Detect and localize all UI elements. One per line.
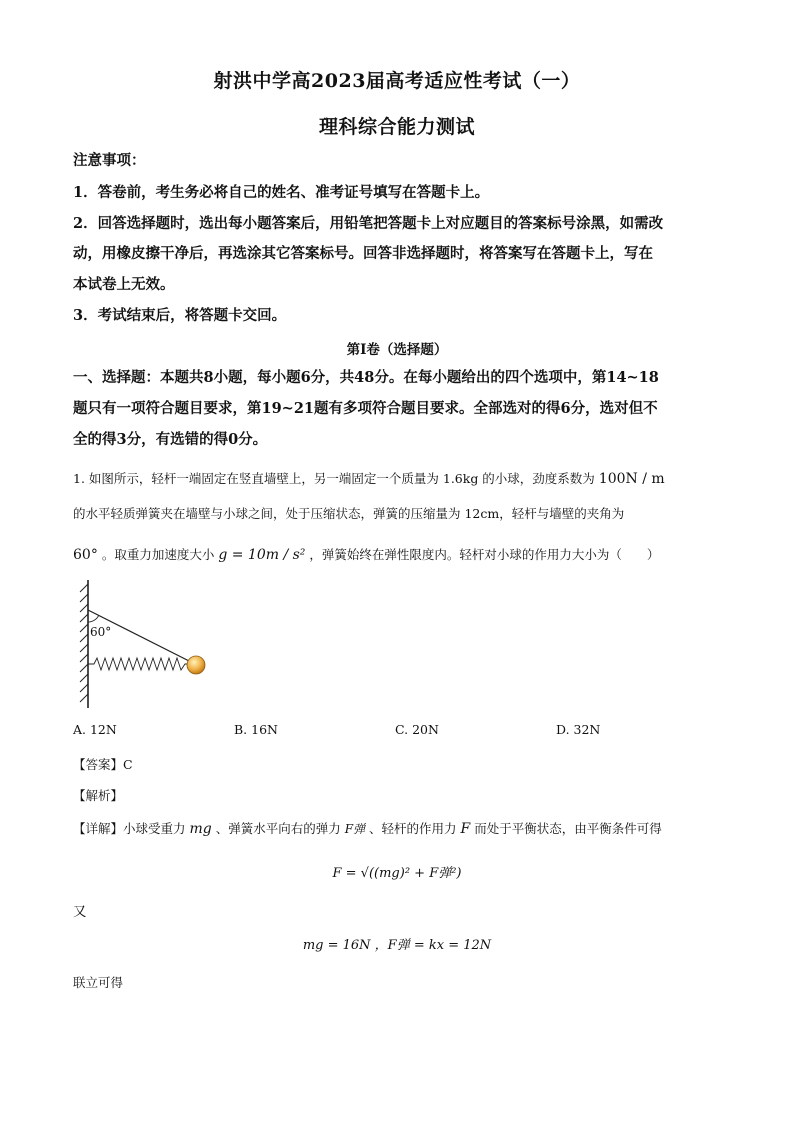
- section-title: 第I卷（选择题）: [346, 342, 448, 358]
- notes-item-1: 1．答卷前，考生务必将自己的姓名、准考证号填写在答题卡上。: [73, 184, 490, 201]
- option-a[interactable]: A. 12N: [73, 722, 117, 737]
- wall-hatching: [80, 584, 88, 702]
- gravity-math: g = 10m / s²: [218, 547, 306, 563]
- detail-text-b: 、弹簧水平向右的弹力: [215, 821, 341, 836]
- notes-item-3: 3．考试结束后，将答题卡交回。: [73, 307, 287, 324]
- ball-icon: [187, 656, 205, 674]
- notes-item-2-line-3: 本试卷上无效。: [73, 276, 175, 293]
- question-1-line-2: 的水平轻质弹簧夹在墙壁与小球之间，处于压缩状态，弹簧的压缩量为 12cm，轻杆与墙壁的夹角为: [73, 506, 625, 521]
- detail-text-c: 、轻杆的作用力: [369, 821, 457, 836]
- angle-math: 60°: [73, 547, 98, 563]
- question-1-line-1: [73, 470, 725, 488]
- wall-rod-spring-svg: [70, 578, 220, 710]
- section-desc-line-1: 一、选择题：本题共8小题，每小题6分，共48分。在每小题给出的四个选项中，第14~18: [73, 369, 659, 386]
- again-text: 又: [73, 904, 87, 920]
- analysis-label: 【解析】: [73, 788, 124, 803]
- answer-label: 【答案】C: [73, 757, 133, 772]
- notes-heading: 注意事项：: [73, 152, 146, 169]
- angle-label: 60°: [90, 625, 112, 639]
- notes-item-2-line-1: 2．回答选择题时，选出每小题答案后，用铅笔把答题卡上对应题目的答案标号涂黑，如需改: [73, 215, 664, 232]
- spring-coil: [88, 658, 187, 670]
- conclusion-text: 联立可得: [73, 975, 124, 990]
- detail-text-d: 而处于平衡状态，由平衡条件可得: [474, 821, 662, 836]
- option-b[interactable]: B. 16N: [234, 722, 278, 737]
- spring-constant-math: 100N / m: [598, 471, 665, 487]
- angle-arc: [88, 615, 99, 622]
- mg-math: mg: [189, 821, 212, 837]
- detail-line: [73, 820, 725, 838]
- spring-force-math: F弹: [344, 822, 366, 836]
- exam-subtitle: 理科综合能力测试: [318, 116, 475, 138]
- option-c[interactable]: C. 20N: [395, 722, 439, 737]
- question-1-text-a: 1. 如图所示，轻杆一端固定在竖直墙壁上，另一端固定一个质量为 1.6kg 的小球，劲度系数为: [73, 471, 595, 486]
- formula-2: mg = 16N ，F弹 = kx = 12N: [302, 938, 492, 953]
- question-1-text-b: 。取重力加速度大小: [101, 547, 215, 562]
- rod-force-math: F: [460, 821, 471, 837]
- section-desc-line-3: 全的得3分，有选错的得0分。: [73, 431, 268, 448]
- detail-text-a: 【详解】小球受重力: [73, 821, 186, 836]
- question-1-line-3: [73, 546, 725, 564]
- option-d[interactable]: D. 32N: [556, 722, 601, 737]
- physics-diagram: [70, 578, 220, 714]
- formula-1: F = √((mg)² + F弹²): [332, 866, 462, 881]
- notes-item-2-line-2: 动，用橡皮擦干净后，再选涂其它答案标号。回答非选择题时，将答案写在答题卡上，写在: [73, 245, 653, 262]
- section-desc-line-2: 题只有一项符合题目要求，第19~21题有多项符合题目要求。全部选对的得6分，选对但不: [73, 400, 658, 417]
- exam-title: 射洪中学高2023届高考适应性考试（一）: [213, 70, 581, 92]
- question-1-text-c: ，弹簧始终在弹性限度内。轻杆对小球的作用力大小为（ ）: [309, 547, 660, 562]
